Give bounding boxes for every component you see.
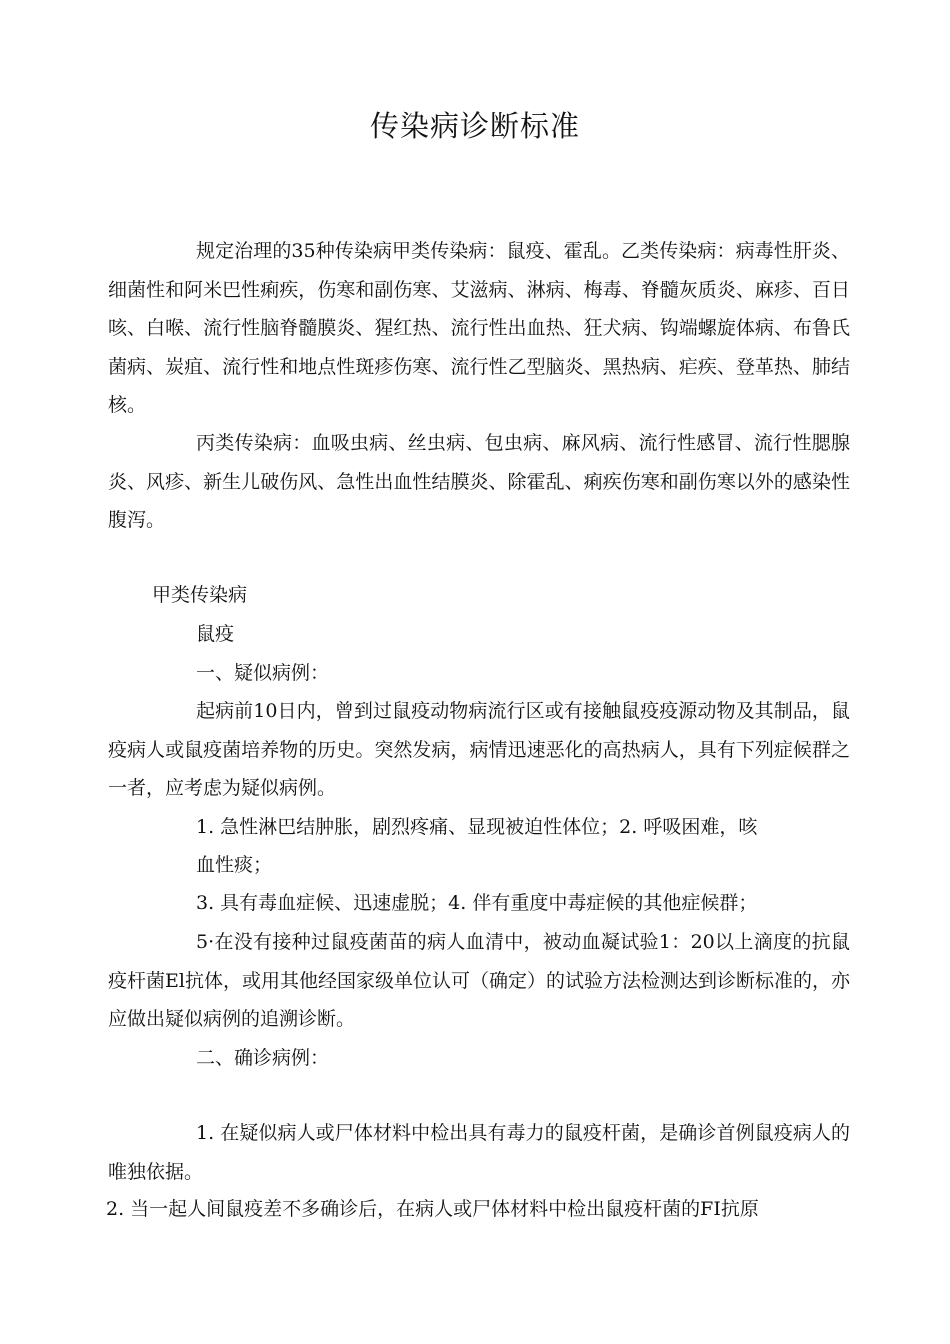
confirmed-heading: 二、确诊病例： (196, 1047, 330, 1069)
confirmed-item-2: 2. 当一起人间鼠疫差不多确诊后，在病人或尸体材料中检出鼠疫杆菌的FI抗原 (106, 1198, 759, 1220)
intro-paragraph-2: 丙类传染病：血吸虫病、丝虫病、包虫病、麻风病、流行性感冒、流行性腮腺炎、风疹、新生儿破伤风、急性出血性结膜炎、除霍乱、痢疾伤寒和副伤寒以外的感染性腹泻。 (108, 432, 850, 531)
disease-name: 鼠疫 (196, 623, 235, 645)
section-heading: 甲类传染病 (152, 584, 248, 606)
suspected-paragraph: 起病前10日内，曾到过鼠疫动物病流行区或有接触鼠疫疫源动物及其制品，鼠疫病人或鼠疫菌培养物的历史。突然发病，病情迅速恶化的高热病人，具有下列症候群之一者，应考虑为疑似病例。 (108, 700, 850, 799)
document-title: 传染病诊断标准 (369, 109, 580, 143)
criteria-list-item-5: 5·在没有接种过鼠疫菌苗的病人血清中，被动血凝试验1：20以上滴度的抗鼠疫杆菌El抗体，或用其他经国家级单位认可（确定）的试验方法检测达到诊断标准的，亦应做出疑似病例的追溯诊断。 (108, 931, 850, 1030)
intro-paragraph-1: 规定治理的35种传染病甲类传染病：鼠疫、霍乱。乙类传染病：病毒性肝炎、细菌性和阿米巴性痢疾，伤寒和副伤寒、艾滋病、淋病、梅毒、脊髓灰质炎、麻疹、百日咳、白喉、流行性脑脊髓膜炎、猩红热、流行性出血热、狂犬病、钩端螺旋体病、布鲁氏菌病、炭疽、流行性和地点性斑疹伤寒、流行性乙型脑炎、黑热病、疟疾、登革热、肺结核。 (108, 240, 850, 416)
suspected-heading: 一、疑似病例： (196, 662, 330, 684)
criteria-list-item-1: 1. 急性淋巴结肿胀，剧烈疼痛、显现被迫性体位；2. 呼吸困难，咳 (196, 816, 758, 838)
criteria-list-item-3: 3. 具有毒血症候、迅速虚脱；4. 伴有重度中毒症候的其他症候群； (196, 892, 758, 914)
confirmed-item-1: 1. 在疑似病人或尸体材料中检出具有毒力的鼠疫杆菌，是确诊首例鼠疫病人的唯独依据。 (108, 1122, 850, 1183)
criteria-list-item-1-continued: 血性痰； (196, 854, 273, 876)
